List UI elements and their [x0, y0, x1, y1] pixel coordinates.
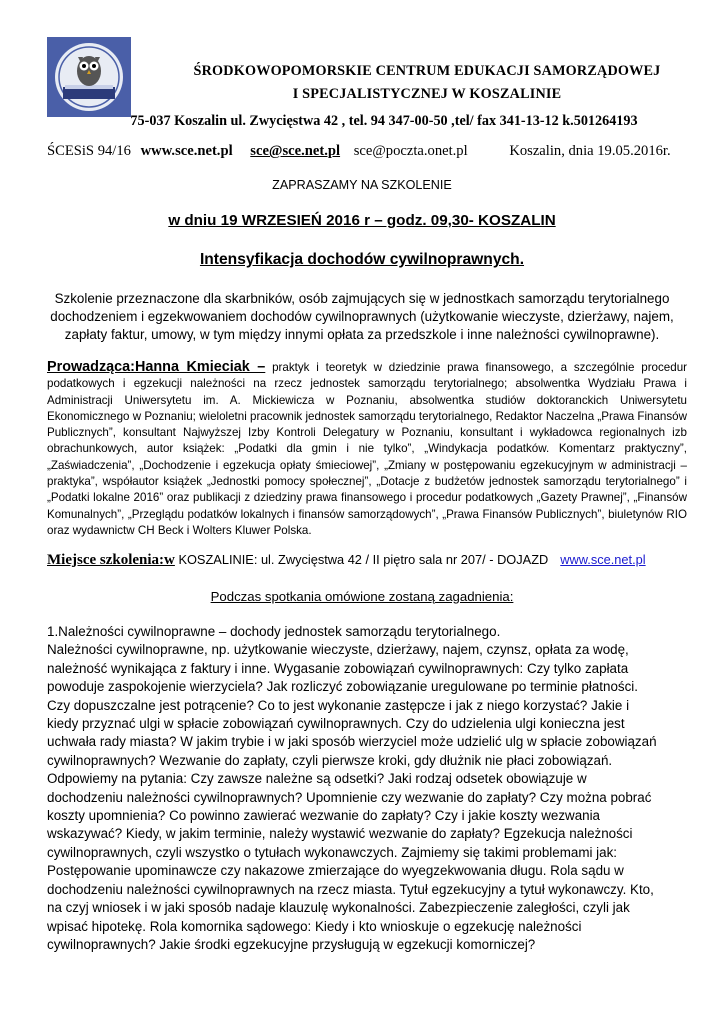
trainer-bio: praktyk i teoretyk w dziedzinie prawa finansowego, a szczególnie procedur podatkowych i egzekucji należności na rzecz jednostek samorządu terytorialnego; absolwentka Wydziału Prawa i Administracji Uniwersytetu im. A. Mickiewicza w Poznaniu, absolwentka studiów doktoranckich Uniwersytetu Ekonomicznego w Poznaniu; wieloletni pracownik jednostek samorządu terytorialnego, Redaktor Naczelna „Prawa Finansów Publicznych”, konsultant Najwyższej Izby Kontroli Delegatury w Poznaniu, konsultant i wykładowca regionalnych izb obrachunkowych, autor książek: „Podatki dla gmin i nie tylko”, „Windykacja podatków. Komentarz praktyczny”, „Zaświadczenia”, „Dochodzenie i egzekucja opłaty śmieciowej”, „Zmiany w postępowaniu egzekucyjnym w administracji – praktyka”, współautor książek „Jednostki pomocy społecznej”, „Dotacje z budżetów jednostek samorządu terytorialnego” i „Podatki lokalne 2016” oraz publikacji z dziedziny prawa finansowego i procedur podatkowych „Gazety Prawnej”, „Finansów Komunalnych”, „Przeglądu podatków lokalnych i finansów samorządowych”, „Prawa Finansów Publicznych”, biuletynów RIO oraz wydawnictw CH Beck i Wolters Kluwer Polska. — [47, 361, 687, 537]
website-link[interactable]: www.sce.net.pl — [140, 143, 233, 159]
venue-label: Miejsce szkolenia:w — [47, 552, 175, 568]
topics-heading: Podczas spotkania omówione zostaną zagadnienia: — [210, 589, 514, 604]
topic-heading: 1.Należności cywilnoprawne – dochody jednostek samorządu terytorialnego. — [47, 624, 501, 639]
training-date: w dniu 19 WRZESIEŃ 2016 r – godz. 09,30- KOSZALIN — [168, 212, 556, 229]
reference-number: ŚCESiS 94/16 — [47, 143, 131, 159]
trainer-label: Prowadząca:Hanna Kmieciak – — [47, 359, 266, 375]
institution-name-cont: I SPECJALISTYCZNEJ W KOSZALINIE — [292, 86, 562, 102]
email-link[interactable]: sce@sce.net.pl — [250, 143, 341, 159]
email-secondary: sce@poczta.onet.pl — [353, 143, 468, 159]
topic-text: Należności cywilnoprawne, np. użytkowanie wieczyste, dzierżawy, najem, czynsz, opłata za wodę, należność wynikająca z faktury i inne. Wygasanie zobowiązań cywilnoprawnych: Czy tylko zapłata powoduje zaspokojenie wierzyciela? Jak rozliczyć zobowiązanie uregulowane po terminie płatności. Czy dopuszczalne jest potrącenie? Co to jest wykonanie zastępcze i jak z niego korzystać? Jakie i kiedy przyznać ulgi w spłacie zobowiązań cywilnoprawnych. Czy do udzielenia ulgi konieczna jest uchwała rady miasta? W jakim trybie i w jaki sposób wierzyciel może udzielić ulg w spłacie zobowiązań cywilnoprawnych? Wezwanie do zapłaty, czyli pierwsze kroki, gdy dłużnik nie płaci zobowiązań. Odpowiemy na pytania: Czy zawsze należne są odsetki? Jaki rodzaj odsetek obowiązuje w dochodzeniu należności cywilnoprawnych? Upomnienie czy wezwanie do zapłaty? Czy można pobrać koszty upomnienia? Co powinno zawierać wezwanie do zapłaty? Czy i jakie koszty wezwania wskazywać? Kiedy, w jakim terminie, należy wystawić wezwanie do zapłaty? Egzekucja należności cywilnoprawnych, czyli wszystko o tytułach wykonawczych. Zajmiemy się takimi problemami jak: Postępowanie upominawcze czy nakazowe zmierzające do wyegzekwowania długu. Rola sądu w dochodzeniu należności cywilnoprawnych na rzecz miasta. Tytuł egzekucyjny a tytuł wykonawczy. Kto, na czyj wniosek i w jaki sposób nadaje klauzulę wykonalności. Zabezpieczenie zaległości, czyli jak wpisać hipotekę. Rola komornika sądowego: Kiedy i kto wnioskuje o egzekucję należności cywilnoprawnych? Jakie środki egzekucyjne przysługują w egzekucji komorniczej? — [47, 642, 657, 952]
institution-logo — [47, 37, 131, 117]
institution-address: 75-037 Koszalin ul. Zwycięstwa 42 , tel. 94 347-00-50 ,tel/ fax 341-13-12 k.501264193 — [130, 113, 638, 129]
invitation-heading: ZAPRASZAMY NA SZKOLENIE — [272, 178, 452, 192]
training-title: Intensyfikacja dochodów cywilnoprawnych. — [199, 251, 525, 268]
venue-address: KOSZALINIE: ul. Zwycięstwa 42 / II piętro sala nr 207/ - DOJAZD — [174, 552, 549, 567]
reference-line — [47, 143, 717, 160]
trainer-section — [47, 359, 687, 539]
venue-section — [47, 552, 707, 569]
venue-link[interactable]: www.sce.net.pl — [560, 552, 646, 567]
document-date: Koszalin, dnia 19.05.2016r. — [509, 143, 671, 159]
institution-name: ŚRODKOWOPOMORSKIE CENTRUM EDUKACJI SAMORZĄDOWEJ — [193, 63, 661, 79]
training-description: Szkolenie przeznaczone dla skarbników, osób zajmujących się w jednostkach samorządu terytorialnego dochodzeniem i egzekwowaniem dochodów cywilnoprawnych (użytkowanie wieczyste, dzierżawy, najem, zapłaty faktur, umowy, w tym między innymi opłata za przedszkole i inne należności cywilnoprawne). — [50, 291, 674, 342]
topic-section — [47, 623, 664, 954]
